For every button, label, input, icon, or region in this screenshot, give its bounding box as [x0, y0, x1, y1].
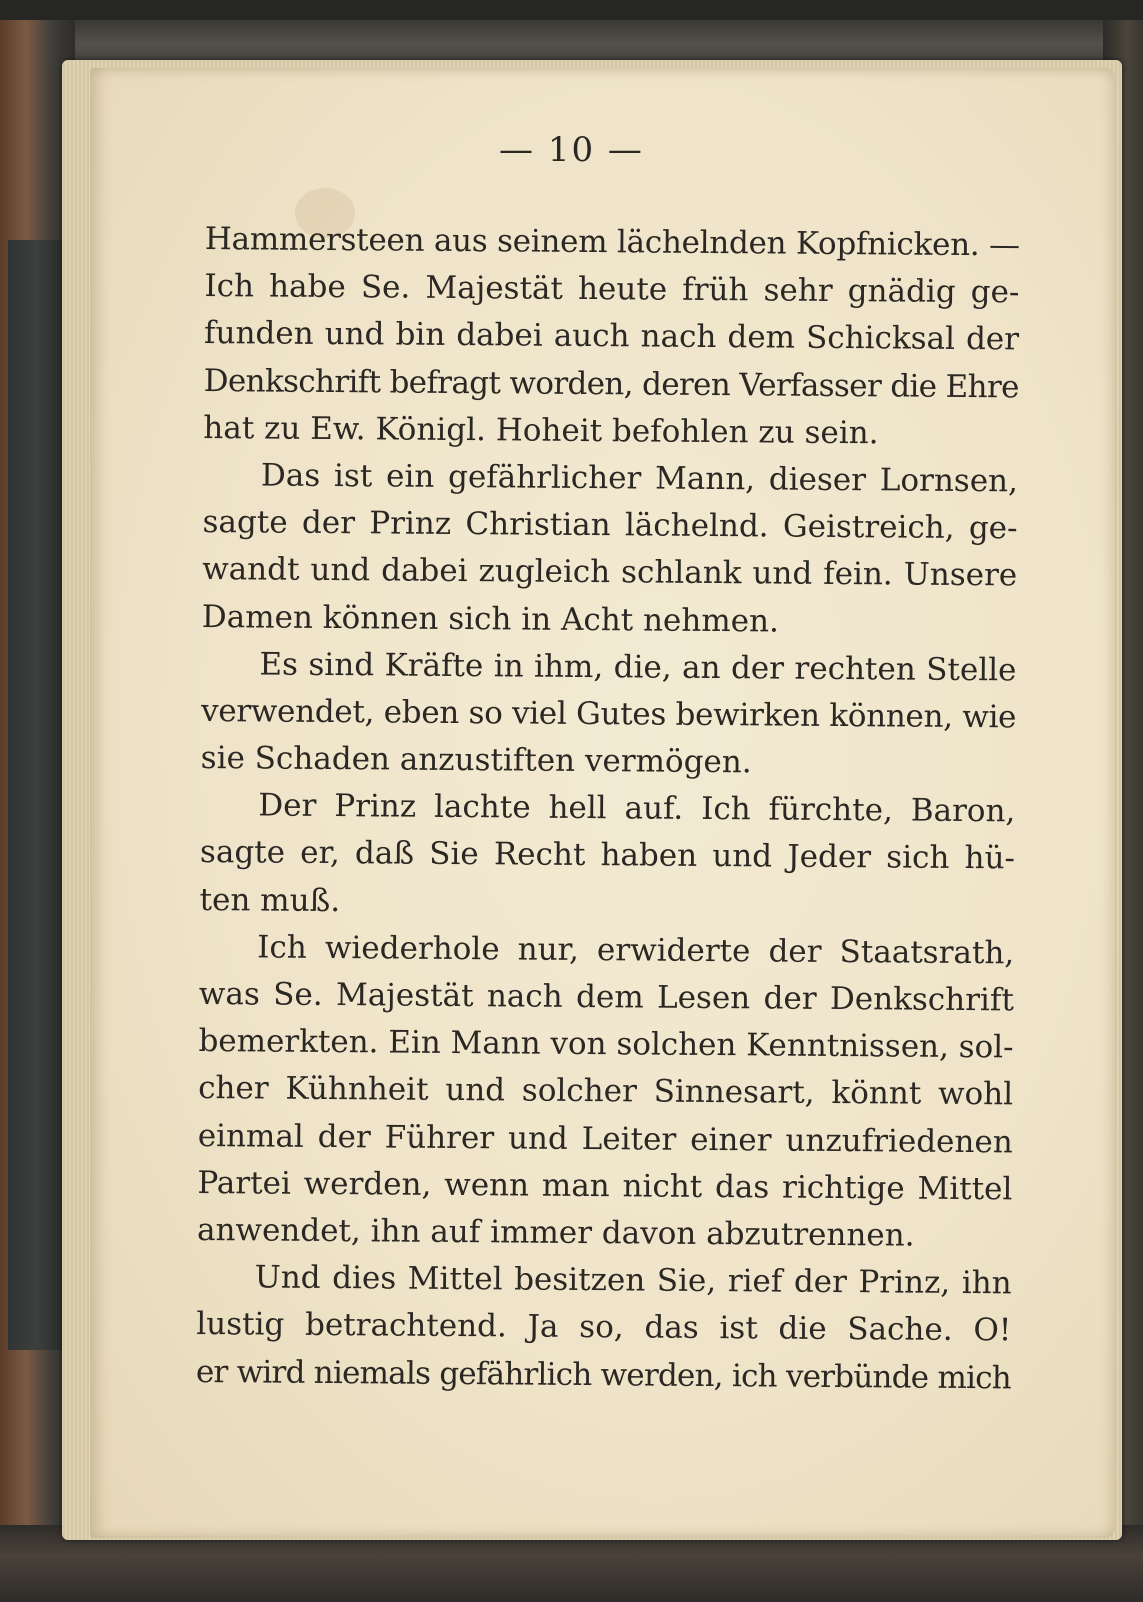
- text-line: sie Schaden anzustiften vermögen.: [200, 740, 752, 781]
- text-line: Es sind Kräfte in ihm, die, an der rechten Stelle: [259, 646, 1017, 689]
- text-line: sagte der Prinz Christian lächelnd. Geistreich, ge-: [202, 504, 1018, 547]
- text-line: lustig betrachtend. Ja so, das ist die Sache. O!: [196, 1306, 1012, 1349]
- page-number: — 10 —: [499, 130, 644, 170]
- text-line: einmal der Führer und Leiter einer unzufriedenen: [197, 1117, 1013, 1160]
- text-line: Denkschrift befragt worden, deren Verfasser die Ehre: [203, 362, 1019, 405]
- text-line: sagte er, daß Sie Recht haben und Jeder sich hü-: [199, 834, 1016, 877]
- text-line: wandt und dabei zugleich schlank und fein. Unsere: [202, 551, 1018, 594]
- text-line: Partei werden, wenn man nicht das richtige Mittel: [197, 1164, 1013, 1208]
- text-line: anwendet, ihn auf immer davon abzutrennen.: [196, 1211, 915, 1254]
- text-line: funden und bin dabei auch nach dem Schicksal der: [203, 315, 1020, 358]
- book-cover-panel: [8, 240, 63, 1350]
- text-line: bemerkten. Ein Mann von solchen Kenntnissen, sol-: [198, 1023, 1014, 1066]
- text-line: Der Prinz lachte hell auf. Ich fürchte, Baron,: [258, 787, 1016, 830]
- text-line: er wird niemals gefährlich werden, ich verbünde mich: [195, 1353, 1012, 1396]
- text-line: Damen können sich in Acht nehmen.: [201, 598, 780, 640]
- text-line: verwendet, eben so viel Gutes bewirken können, wie: [200, 692, 1017, 736]
- text-line: Hammersteen aus seinem lächelnden Kopfnicken. —: [204, 220, 1020, 264]
- text-line: Ich habe Se. Majestät heute früh sehr gnädig ge-: [204, 268, 1020, 311]
- text-line: Und dies Mittel besitzen Sie, rief der Prinz, ihn: [254, 1259, 1012, 1302]
- text-line: ten muß.: [199, 881, 341, 919]
- text-line: cher Kühnheit und solcher Sinnesart, könnt wohl: [198, 1070, 1014, 1113]
- body-text: [196, 216, 1020, 1402]
- text-line: hat zu Ew. Königl. Hoheit befohlen zu sein.: [203, 409, 879, 452]
- text-line: Ich wiederhole nur, erwiderte der Staatsrath,: [257, 929, 1015, 972]
- text-line: Das ist ein gefährlicher Mann, dieser Lornsen,: [260, 457, 1019, 500]
- text-line: was Se. Majestät nach dem Lesen der Denkschrift: [198, 975, 1015, 1019]
